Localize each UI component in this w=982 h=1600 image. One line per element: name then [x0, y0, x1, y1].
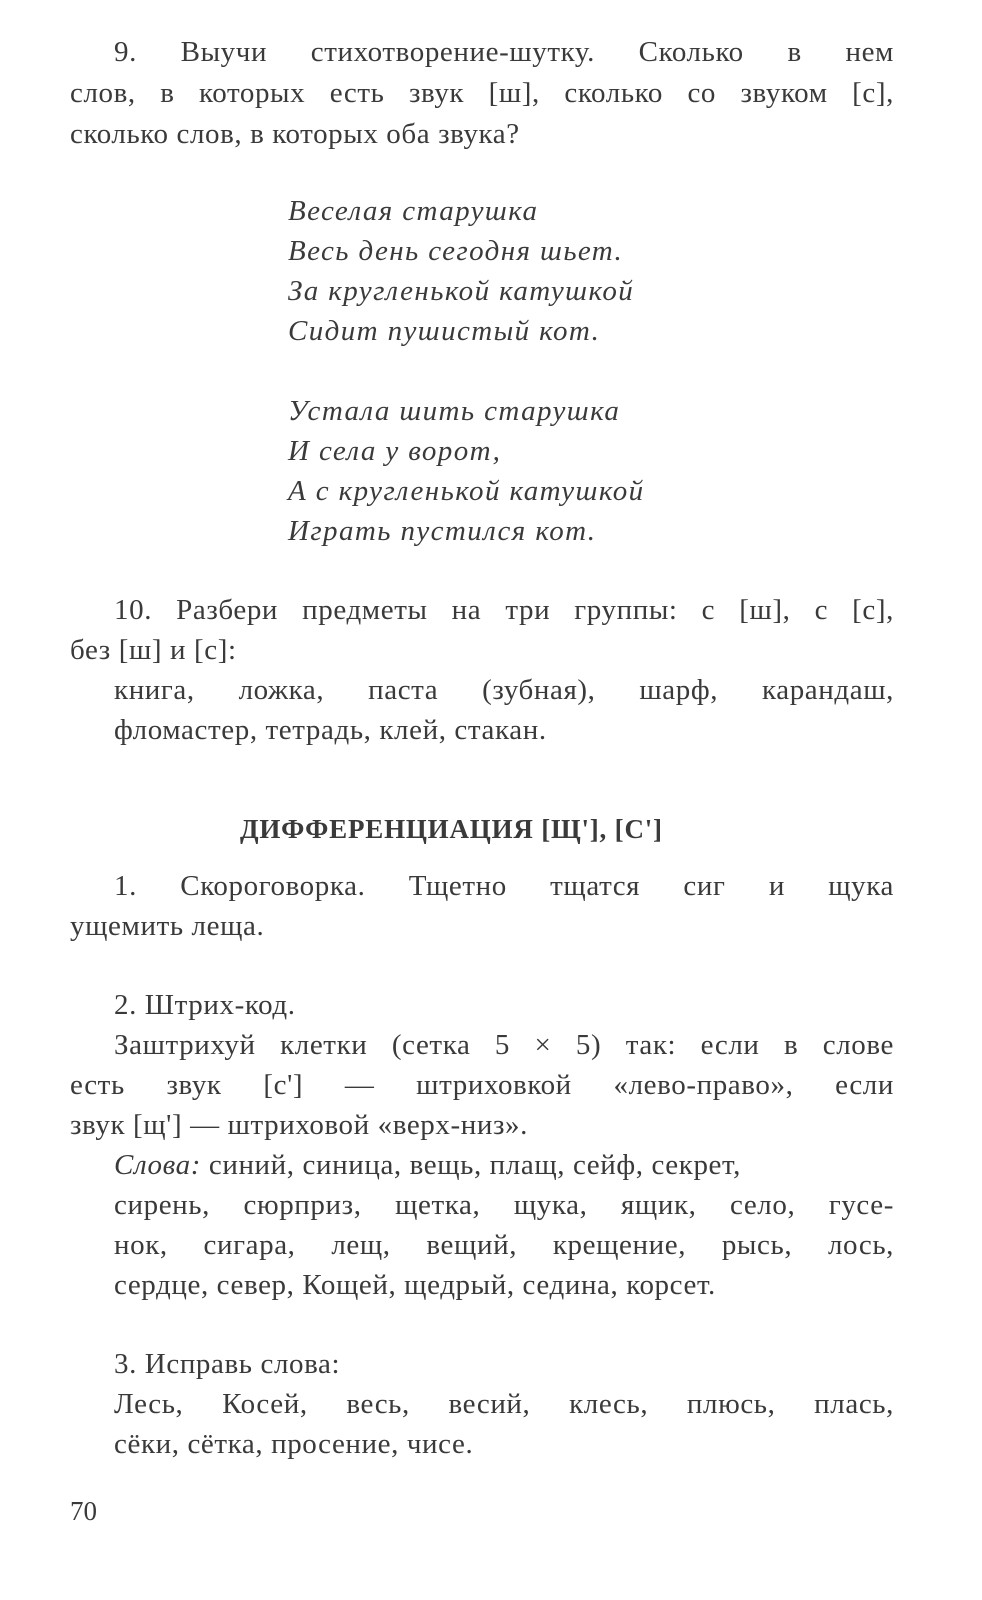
- task10-line-3: книга, ложка, паста (зубная), шарф, карандаш,: [114, 674, 894, 706]
- words-label: Слова:: [114, 1149, 201, 1181]
- task10-line-4: фломастер, тетрадь, клей, стакан.: [114, 714, 547, 746]
- section-task3-line-1: Лесь, Косей, весь, весий, клесь, плюсь, плась,: [114, 1388, 894, 1420]
- section-task1-line-1: 1. Скороговорка. Тщетно тщатся сиг и щука: [114, 870, 894, 902]
- task9-line-2: слов, в которых есть звук [ш], сколько со звуком [с],: [70, 77, 894, 109]
- poem-line: Играть пустился кот.: [288, 515, 597, 547]
- poem-line: А с кругленькой катушкой: [288, 475, 645, 507]
- task9-line-1: 9. Выучи стихотворение-шутку. Сколько в нем: [114, 36, 894, 68]
- poem-line: Весь день сегодня шьет.: [288, 235, 624, 267]
- task9-line-3: сколько слов, в которых оба звука?: [70, 118, 520, 150]
- poem-line: Веселая старушка: [288, 195, 539, 227]
- section-heading: ДИФФЕРЕНЦИАЦИЯ [Щ'], [С']: [240, 814, 663, 844]
- section-task2-line-2: есть звук [с'] — штриховкой «лево-право», если: [70, 1069, 894, 1101]
- section-task2-title: 2. Штрих-код.: [114, 989, 296, 1021]
- section-task2-words-line-2: сирень, сюрприз, щетка, щука, ящик, село, гусе-: [114, 1189, 894, 1221]
- poem-line: За кругленькой катушкой: [288, 275, 635, 307]
- page-number: 70: [70, 1496, 97, 1526]
- section-task2-words-line-4: сердце, север, Кощей, щедрый, седина, корсет.: [114, 1269, 716, 1301]
- section-task2-line-3: звук [щ'] — штриховой «верх-низ».: [70, 1109, 528, 1141]
- section-task2-words-line-1: [114, 1145, 741, 1185]
- words-text: синий, синица, вещь, плащ, сейф, секрет,: [201, 1149, 741, 1181]
- section-task3-line-2: сёки, сётка, просение, чисе.: [114, 1428, 474, 1460]
- section-task1-line-2: ущемить леща.: [70, 910, 265, 942]
- section-task2-line-1: Заштрихуй клетки (сетка 5 × 5) так: если в слове: [114, 1029, 894, 1061]
- poem-line: Устала шить старушка: [288, 395, 621, 427]
- section-task2-words-line-3: нок, сигара, лещ, вещий, крещение, рысь, лось,: [114, 1229, 894, 1261]
- task10-line-1: 10. Разбери предметы на три группы: с [ш], с [с],: [114, 594, 894, 626]
- poem-line: Сидит пушистый кот.: [288, 315, 601, 347]
- task10-line-2: без [ш] и [с]:: [70, 634, 237, 666]
- poem-line: И села у ворот,: [288, 435, 502, 467]
- section-task3-title: 3. Исправь слова:: [114, 1348, 341, 1380]
